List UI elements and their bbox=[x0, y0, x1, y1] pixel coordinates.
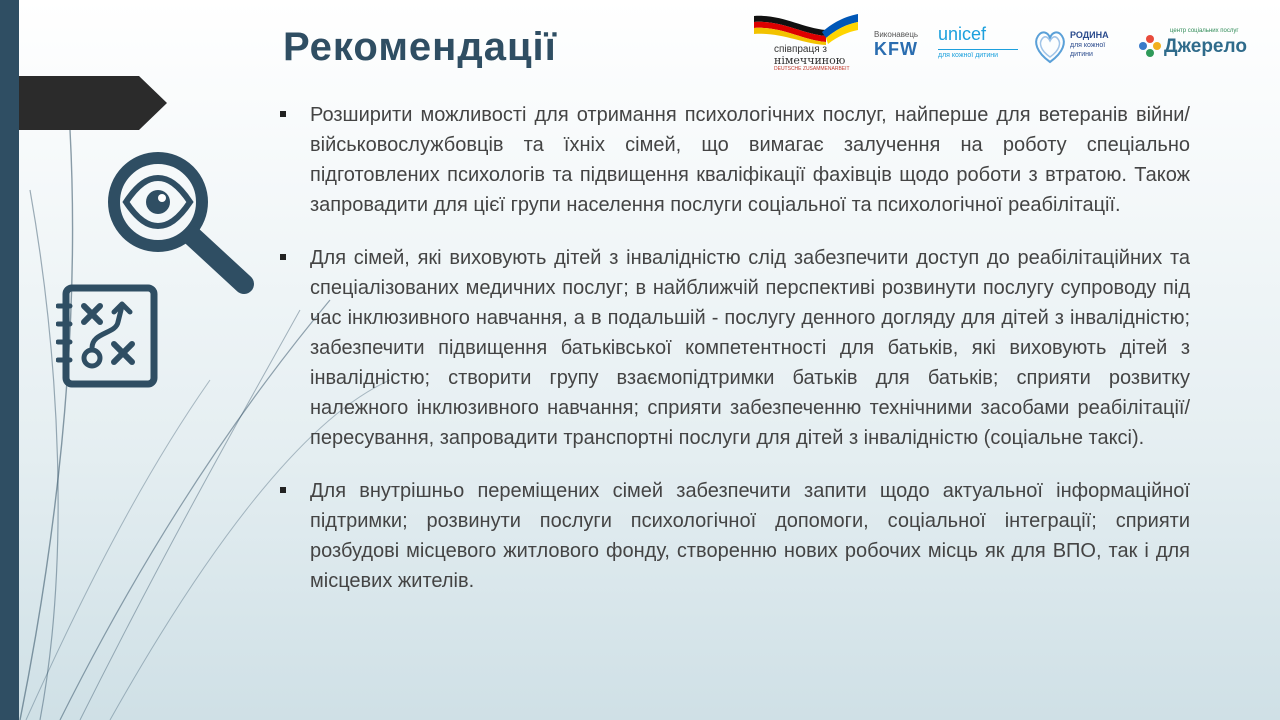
german-cooperation-logo bbox=[752, 12, 860, 72]
strategy-plan-icon bbox=[56, 282, 160, 390]
german-logo-line1: співпраця з bbox=[774, 44, 827, 55]
german-logo-line2: німеччиною bbox=[774, 54, 846, 67]
flag-ribbon-icon bbox=[752, 12, 860, 46]
magnifier-eye-icon bbox=[104, 148, 264, 300]
dzherelo-name: Джерело bbox=[1164, 36, 1247, 57]
bullet-square-icon bbox=[280, 487, 286, 493]
dzherelo-caption: центр соціальних послуг bbox=[1170, 28, 1239, 34]
rodyna-name: РОДИНА bbox=[1070, 30, 1109, 40]
recommendations-list bbox=[270, 100, 1190, 619]
german-logo-line3: DEUTSCHE ZUSAMMENARBEIT bbox=[774, 66, 850, 72]
left-accent-bar bbox=[0, 0, 19, 720]
rodyna-line1: для кожної bbox=[1070, 42, 1106, 49]
unicef-name: unicef bbox=[938, 24, 987, 44]
rodyna-line2: дитини bbox=[1070, 51, 1093, 58]
list-item bbox=[270, 243, 1190, 453]
bullet-square-icon bbox=[280, 254, 286, 260]
list-item-text: Розширити можливості для отримання психологічних послуг, найперше для ветеранів війни/військовослужбовців та їхніх сімей, що вимагає залучення на роботу спеціально підготовлених психологів та підвищення кваліфікації фахівців щодо роботи з втратою. Також запровадити для цієї групи населення послуги соціальної та психологічної реабілітації. bbox=[310, 104, 1190, 216]
rodyna-logo bbox=[1032, 26, 1132, 70]
list-item-text: Для внутрішньо переміщених сімей забезпечити запити щодо актуальної інформаційної підтримки; розвинути послуги психологічної допомоги, соціальної інтеграції; сприяти розбудові місцевого житлового фонду, створенню нових робочих місць як для ВПО, так і для місцевих жителів. bbox=[310, 480, 1190, 592]
slide-title: Рекомендації bbox=[283, 25, 557, 69]
list-item bbox=[270, 476, 1190, 596]
list-item-text: Для сімей, які виховують дітей з інвалідністю слід забезпечити доступ до реабілітаційних та спеціалізованих медичних послуг; в найближчій перспективі розвинути послугу супроводу під час інклюзивного навчання, а в подальшій - послугу денного догляду для дітей з інвалідністю; забезпечити підвищення батьківської компетентності для батьків, які виховують дітей з інвалідністю; створити групу взаємопідтримки батьків для батьків; сприяти розвитку належного інклюзивного навчання; сприяти забезпеченню технічними засобами реабілітації/пересування, запровадити транспортні послуги для дітей з інвалідністю (соціальне таксі). bbox=[310, 247, 1190, 449]
dzherelo-logo bbox=[1138, 28, 1268, 68]
flower-icon bbox=[1138, 34, 1162, 58]
bullet-square-icon bbox=[280, 111, 286, 117]
kfw-caption: Виконавець bbox=[874, 30, 919, 39]
partner-logos bbox=[748, 10, 1268, 76]
arrow-tab-decoration bbox=[19, 76, 167, 130]
unicef-caption: для кожної дитини bbox=[938, 49, 1018, 59]
kfw-name: KFW bbox=[874, 39, 918, 59]
list-item bbox=[270, 100, 1190, 220]
heart-icon bbox=[1032, 26, 1068, 66]
unicef-logo bbox=[938, 24, 1018, 59]
kfw-logo bbox=[874, 30, 924, 60]
